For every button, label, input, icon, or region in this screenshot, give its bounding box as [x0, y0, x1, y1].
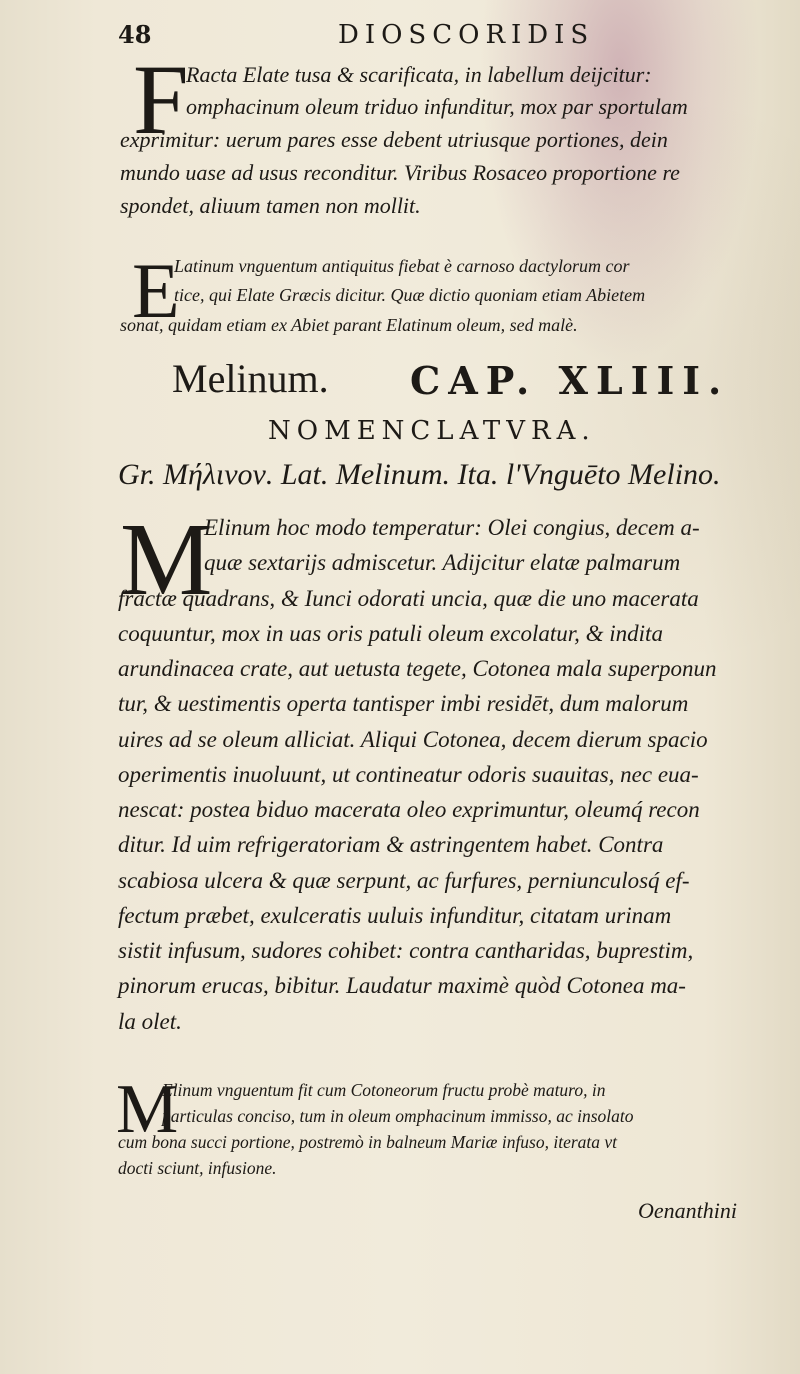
- text-line: docti sciunt, infusione.: [118, 1158, 277, 1178]
- text-line: la olet.: [118, 1009, 182, 1034]
- running-title: DIOSCORIDIS: [338, 20, 595, 50]
- text-line: uires ad se oleum alliciat. Aliqui Cotonea, decem dierum spacio: [118, 727, 708, 752]
- drop-cap: E: [132, 247, 180, 334]
- chapter-number: CAP. XLIII.: [410, 358, 730, 403]
- text-line: coquuntur, mox in uas oris patuli oleum excolatur, & indita: [118, 621, 663, 646]
- drop-cap: F: [133, 44, 189, 155]
- text-line: exprimitur: uerum pares esse debent utriusque portiones, dein: [120, 127, 668, 152]
- text-line: nescat: postea biduo macerata oleo exprimuntur, oleumq́ recon: [118, 797, 700, 822]
- nomenclature-names: Gr. Μήλινον. Lat. Melinum. Ita. l'Vnguēto Melino.: [118, 458, 721, 491]
- drop-cap: M: [116, 1071, 179, 1148]
- text-line: sistit infusum, sudores cohibet: contra cantharidas, buprestim,: [118, 938, 694, 963]
- chapter-title: Melinum.: [172, 356, 329, 401]
- text-line: Racta Elate tusa & scarificata, in labellum deijcitur:: [186, 62, 652, 87]
- text-line: mundo uase ad usus reconditur. Viribus Rosaceo proportione re: [120, 160, 680, 185]
- text-line: fectum præbet, exulceratis uuluis infunditur, citatam urinam: [118, 903, 672, 928]
- drop-cap: M: [120, 502, 213, 617]
- text-line: cum bona succi portione, postremò in balneum Mariæ infuso, iterata vt: [118, 1132, 618, 1152]
- text-line: particulas conciso, tum in oleum omphacinum immisso, ac insolato: [162, 1106, 634, 1126]
- text-line: sonat, quidam etiam ex Abiet parant Elatinum oleum, sed malè.: [120, 315, 578, 335]
- text-line: spondet, aliuum tamen non mollit.: [120, 193, 421, 218]
- text-line: Latinum vnguentum antiquitus fiebat è carnoso dactylorum cor: [174, 256, 630, 276]
- text-line: tur, & uestimentis operta tantisper imbi residēt, dum malorum: [118, 691, 689, 716]
- text-line: ditur. Id uim refrigeratoriam & astringentem habet. Contra: [118, 832, 664, 857]
- catchword: Oenanthini: [638, 1198, 737, 1223]
- text-line: pinorum erucas, bibitur. Laudatur maximè quòd Cotonea ma-: [118, 973, 686, 998]
- page-number: 48: [118, 20, 152, 49]
- text-line: operimentis inuoluunt, ut contineatur odoris suauitas, nec eua-: [118, 762, 699, 787]
- text-line: quæ sextarijs admiscetur. Adijcitur elatæ palmarum: [204, 550, 681, 575]
- text-line: Elinum vnguentum fit cum Cotoneorum fructu probè maturo, in: [162, 1080, 606, 1100]
- text-line: fractæ quadrans, & Iunci odorati uncia, quæ die uno macerata: [118, 586, 699, 611]
- text-line: arundinacea crate, aut uetusta tegete, Cotonea mala superponun: [118, 656, 717, 681]
- nomenclature-heading: NOMENCLATVRA.: [268, 416, 596, 446]
- text-line: scabiosa ulcera & quæ serpunt, ac furfures, perniunculosq́ ef-: [118, 868, 690, 893]
- text-line: tice, qui Elate Græcis dicitur. Quæ dictio quoniam etiam Abietem: [174, 285, 646, 305]
- text-line: omphacinum oleum triduo infunditur, mox par sportulam: [186, 94, 688, 119]
- text-line: Elinum hoc modo temperatur: Olei congius, decem a-: [204, 515, 700, 540]
